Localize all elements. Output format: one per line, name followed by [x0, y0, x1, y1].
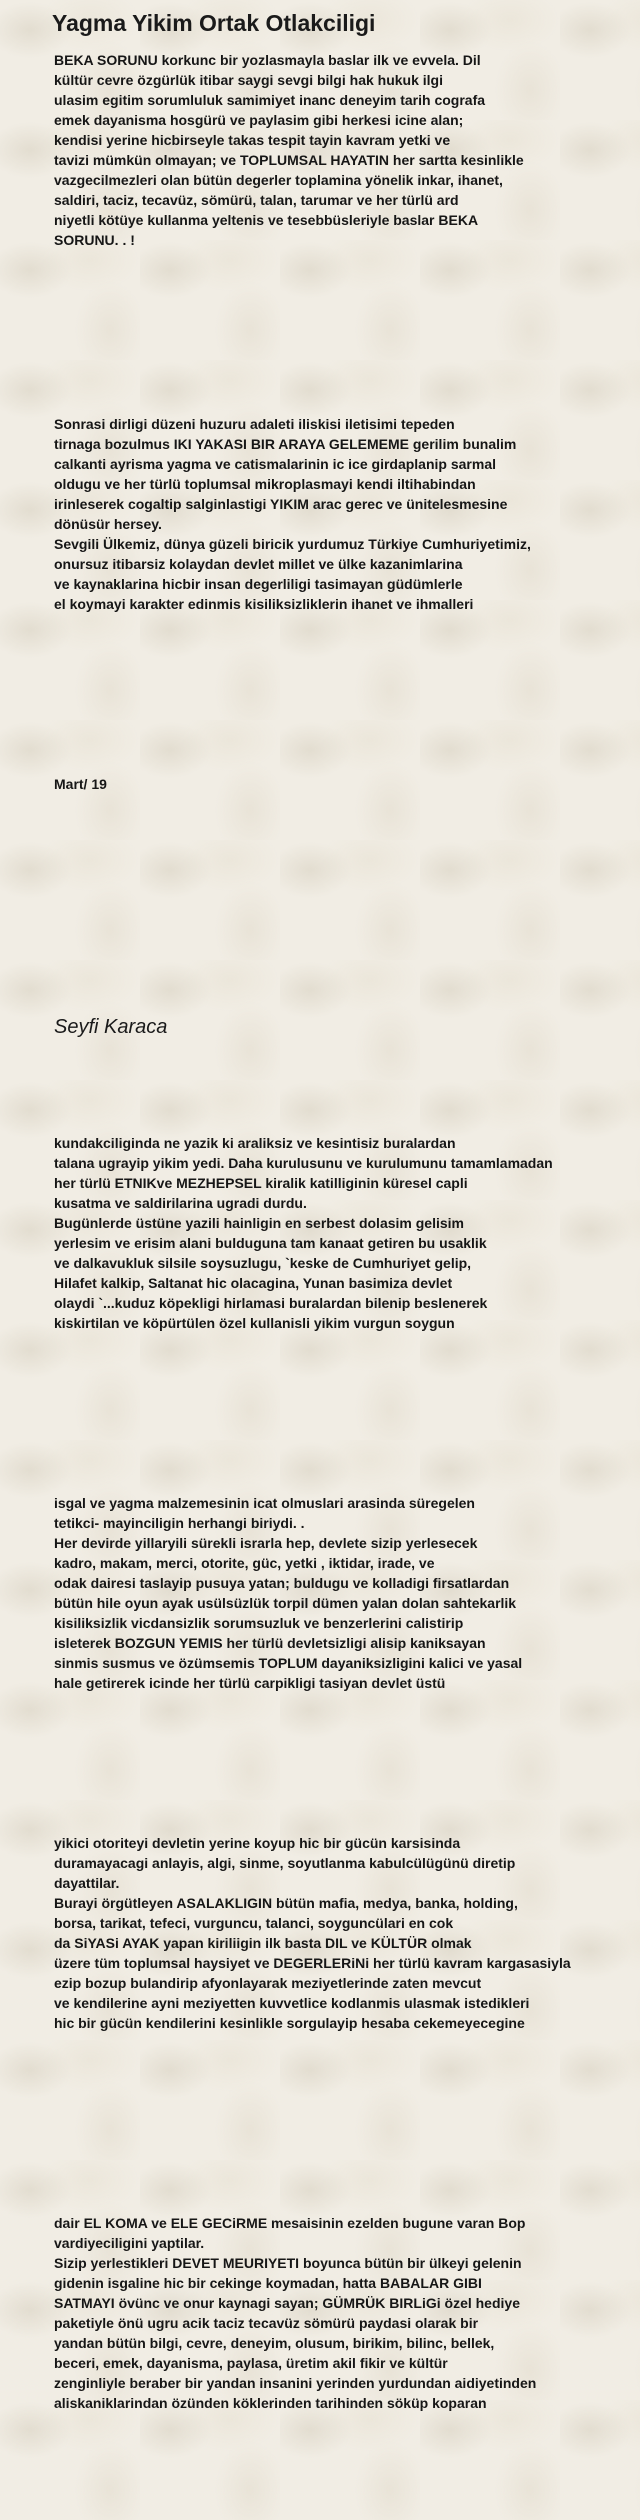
text-line: Sonrasi dirligi düzeni huzuru adaleti iliskisi iletisimi tepeden	[54, 416, 455, 432]
text-line: ve dalkavukluk silsile soysuzlugu, `keske de Cumhuriyet gelip,	[54, 1255, 472, 1271]
text-line: ve kendilerine ayni meziyetten kuvvetlice kodlanmis ulasmak istedikleri	[54, 1995, 530, 2011]
text-line: aliskaniklarindan özünden köklerinden tarihinden söküp koparan	[54, 2395, 487, 2411]
text-line: her türlü ETNIKve MEZHEPSEL kiralik katilliginin küresel capli	[54, 1175, 468, 1191]
text-line: saldiri, taciz, tecavüz, sömürü, talan, tarumar ve her türlü ard	[54, 192, 459, 208]
text-line: yandan bütün bilgi, cevre, deneyim, olusum, birikim, bilinc, bellek,	[54, 2335, 495, 2351]
text-line: dönüsür hersey.	[54, 516, 162, 532]
paragraph-3	[54, 1133, 553, 1333]
text-line: SORUNU. . !	[54, 232, 135, 248]
text-line: Sizip yerlestikleri DEVET MEURIYETI boyunca bütün bir ülkeyi gelenin	[54, 2255, 522, 2271]
text-line: zenginliyle beraber bir yandan insanini yerinden yurdundan aidiyetinden	[54, 2375, 537, 2391]
text-line: tavizi mümkün olmayan; ve TOPLUMSAL HAYATIN her sartta kesinlikle	[54, 152, 524, 168]
text-line: olaydi `...kuduz köpekligi hirlamasi buralardan bilenip beslenerek	[54, 1295, 488, 1311]
text-line: kiskirtilan ve köpürtülen özel kullanisli yikim vurgun soygun	[54, 1315, 455, 1331]
text-line: dair EL KOMA ve ELE GECiRME mesaisinin ezelden bugune varan Bop	[54, 2215, 526, 2231]
text-line: üzere tüm toplumsal haysiyet ve DEGERLERiNi her türlü kavram kargasasiyla	[54, 1955, 571, 1971]
text-line: hale getirerek icinde her türlü carpikligi tasiyan devlet üstü	[54, 1675, 446, 1691]
text-line: yerlesim ve erisim alani bulduguna tam kanaat getiren bu usaklik	[54, 1235, 487, 1251]
text-line: tetikci- mayinciligin herhangi biriydi. .	[54, 1515, 305, 1531]
text-line: calkanti ayrisma yagma ve catismalarinin ic ice girdaplanip sarmal	[54, 456, 496, 472]
text-line: emek dayanisma hosgürü ve paylasim gibi herkesi icine alan;	[54, 112, 464, 128]
text-line: kendisi yerine hicbirseyle takas tespit tayin kavram yetki ve	[54, 132, 451, 148]
text-line: tirnaga bozulmus IKI YAKASI BIR ARAYA GELEMEME gerilim bunalim	[54, 436, 517, 452]
text-line: oldugu ve her türlü toplumsal mikroplasmayi kendi iltihabindan	[54, 476, 476, 492]
text-line: yikici otoriteyi devletin yerine koyup hic bir gücün karsisinda	[54, 1835, 461, 1851]
text-line: kisiliksizlik vicdansizlik sorumsuzluk ve benzerlerini calistirip	[54, 1615, 464, 1631]
article-title: Yagma Yikim Ortak Otlakciligi	[52, 10, 376, 36]
paragraph-2	[54, 414, 531, 614]
text-line: isleterek BOZGUN YEMIS her türlü devletsizligi alisip kaniksayan	[54, 1635, 486, 1651]
text-line: kundakciliginda ne yazik ki araliksiz ve kesintisiz buralardan	[54, 1135, 456, 1151]
paragraph-6	[54, 2213, 536, 2413]
text-line: SATMAYI övünc ve onur kaynagi sayan; GÜMRÜK BIRLiGi özel hediye	[54, 2295, 520, 2311]
text-line: bütün hile oyun ayak usülsüzlük torpil dümen yalan dolan sahtekarlik	[54, 1595, 517, 1611]
text-line: BEKA SORUNU korkunc bir yozlasmayla baslar ilk ve evvela. Dil	[54, 52, 481, 68]
text-line: niyetli kötüye kullanma yeltenis ve tesebbüsleriyle baslar BEKA	[54, 212, 479, 228]
text-line: onursuz itibarsiz kolaydan devlet millet ve ülke kazanimlarina	[54, 556, 463, 572]
text-line: vardiyeciligini yaptilar.	[54, 2235, 205, 2251]
text-line: Bugünlerde üstüne yazili hainligin en serbest dolasim gelisim	[54, 1215, 464, 1231]
text-line: Her devirde yillaryili sürekli israrla hep, devlete sizip yerlesecek	[54, 1535, 478, 1551]
paragraph-1	[54, 50, 524, 250]
article-date: Mart/ 19	[54, 776, 107, 792]
article-author: Seyfi Karaca	[54, 1016, 168, 1038]
text-line: borsa, tarikat, tefeci, vurguncu, talanci, soyguncülari en cok	[54, 1915, 454, 1931]
text-line: irinleserek cogaltip salginlastigi YIKIM arac gerec ve ünitelesmesine	[54, 496, 508, 512]
text-line: beceri, emek, dayanisma, paylasa, üretim akil fikir ve kültür	[54, 2355, 448, 2371]
text-line: sinmis susmus ve özümsemis TOPLUM dayaniksizligini kalici ve yasal	[54, 1655, 523, 1671]
text-line: gidenin isgaline hic bir cekinge koymadan, hatta BABALAR GIBI	[54, 2275, 482, 2291]
text-line: vazgecilmezleri olan bütün degerler toplamina yönelik inkar, ihanet,	[54, 172, 503, 188]
paragraph-4	[54, 1493, 522, 1693]
text-line: el koymayi karakter edinmis kisiliksizliklerin ihanet ve ihmalleri	[54, 596, 474, 612]
text-line: Hilafet kalkip, Saltanat hic olacagina, Yunan basimiza devlet	[54, 1275, 453, 1291]
text-line: Sevgili Ülkemiz, dünya güzeli biricik yurdumuz Türkiye Cumhuriyetimiz,	[54, 536, 531, 552]
text-line: odak dairesi taslayip pusuya yatan; buldugu ve kolladigi firsatlardan	[54, 1575, 510, 1591]
text-line: kusatma ve saldirilarina ugradi durdu.	[54, 1195, 307, 1211]
text-line: ulasim egitim sorumluluk samimiyet inanc deneyim tarih cografa	[54, 92, 486, 108]
text-line: hic bir gücün kendilerini kesinlikle sorgulayip hesaba cekemeyecegine	[54, 2015, 525, 2031]
text-line: paketiyle önü ugru acik taciz tecavüz sömürü paydasi olarak bir	[54, 2315, 479, 2331]
text-line: dayattilar.	[54, 1875, 120, 1891]
text-line: isgal ve yagma malzemesinin icat olmuslari arasinda süregelen	[54, 1495, 475, 1511]
text-line: duramayacagi anlayis, algi, sinme, soyutlanma kabulcülügünü diretip	[54, 1855, 516, 1871]
paragraph-5	[54, 1833, 571, 2033]
text-line: talana ugrayip yikim yedi. Daha kurulusunu ve kurulumunu tamamlamadan	[54, 1155, 553, 1171]
text-line: da SiYASi AYAK yapan kiriliigin ilk basta DIL ve KÜLTÜR olmak	[54, 1935, 472, 1951]
text-line: Burayi örgütleyen ASALAKLIGIN bütün mafia, medya, banka, holding,	[54, 1895, 518, 1911]
text-line: kültür cevre özgürlük itibar saygi sevgi bilgi hak hukuk ilgi	[54, 72, 443, 88]
text-line: ve kaynaklarina hicbir insan degerliligi tasimayan güdümlerle	[54, 576, 463, 592]
text-line: ezip bozup bulandirip afyonlayarak meziyetlerinde zaten mevcut	[54, 1975, 482, 1991]
text-line: kadro, makam, merci, otorite, güc, yetki , iktidar, irade, ve	[54, 1555, 435, 1571]
